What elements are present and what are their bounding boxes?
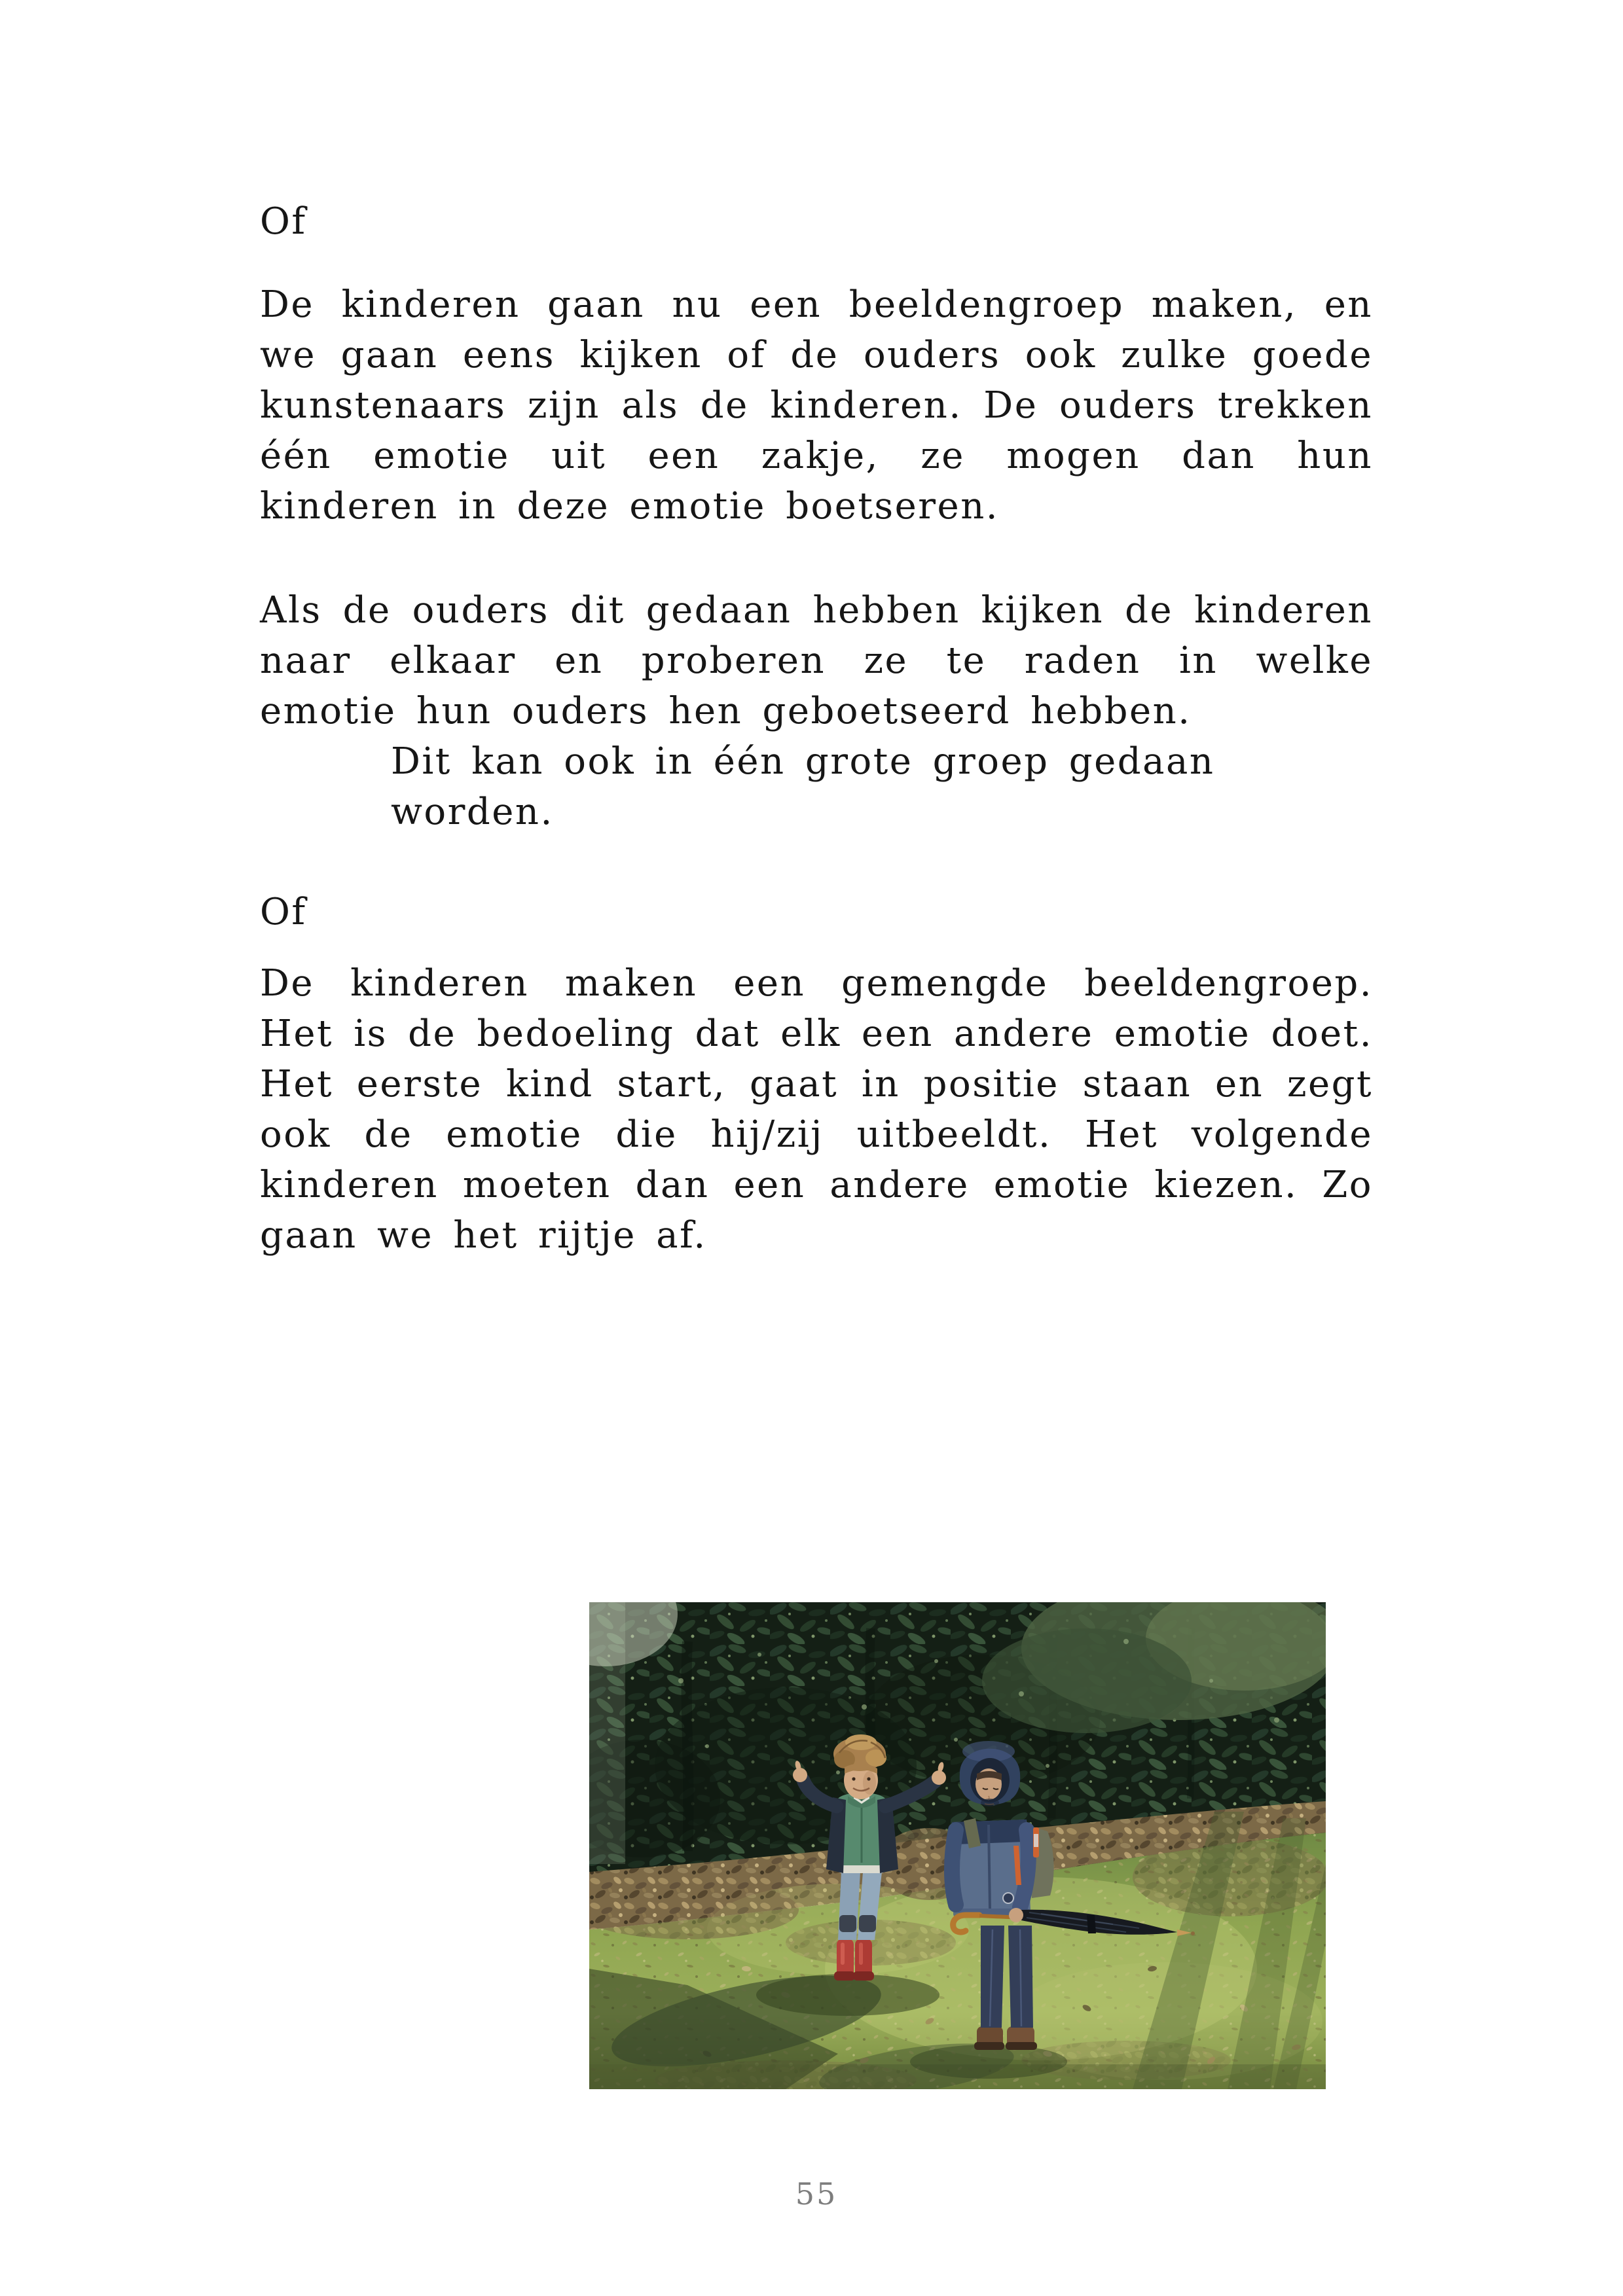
arm — [952, 1830, 956, 1905]
page-number: 55 — [795, 2176, 838, 2212]
photo-two-children — [589, 1602, 1326, 2089]
paragraph-raden: Als de ouders dit gedaan hebben kijken de kinderen naar elkaar en proberen ze te raden in welke emotie hun ouders hen geboetseerd hebben. — [260, 589, 1373, 732]
thumbs-up-fist — [932, 1770, 946, 1785]
gripping-hand — [1009, 1908, 1023, 1922]
jacket-badge — [1003, 1893, 1013, 1903]
heading-of-second: Of — [260, 891, 307, 933]
arm — [1020, 1830, 1029, 1907]
heading-of-first: Of — [260, 200, 307, 243]
photo-illustration — [589, 1602, 1326, 2089]
thumbs-up-fist — [793, 1768, 807, 1782]
paragraph-beeldengroep: De kinderen gaan nu een beeldengroep maken, en we gaan eens kijken of de ouders ook zulke goede kunstenaars zijn als de kinderen. De ouders trekken één emotie uit een zakje, ze mogen dan hun kinderen in deze emotie boetseren. — [260, 283, 1373, 528]
paragraph-grote-groep-line: Dit kan ook in één grote groep gedaan worden. — [391, 740, 1215, 833]
paragraph-gemengde-beeldengroep: De kinderen maken een gemengde beeldengroep. Het is de bedoeling dat elk een andere emotie doet. Het eerste kind start, gaat in positie staan en zegt ook de emotie die hij/zij uitbeeldt. Het volgende kinderen moeten dan een andere emotie kiezen. Zo gaan we het rijtje af. — [260, 962, 1373, 1257]
